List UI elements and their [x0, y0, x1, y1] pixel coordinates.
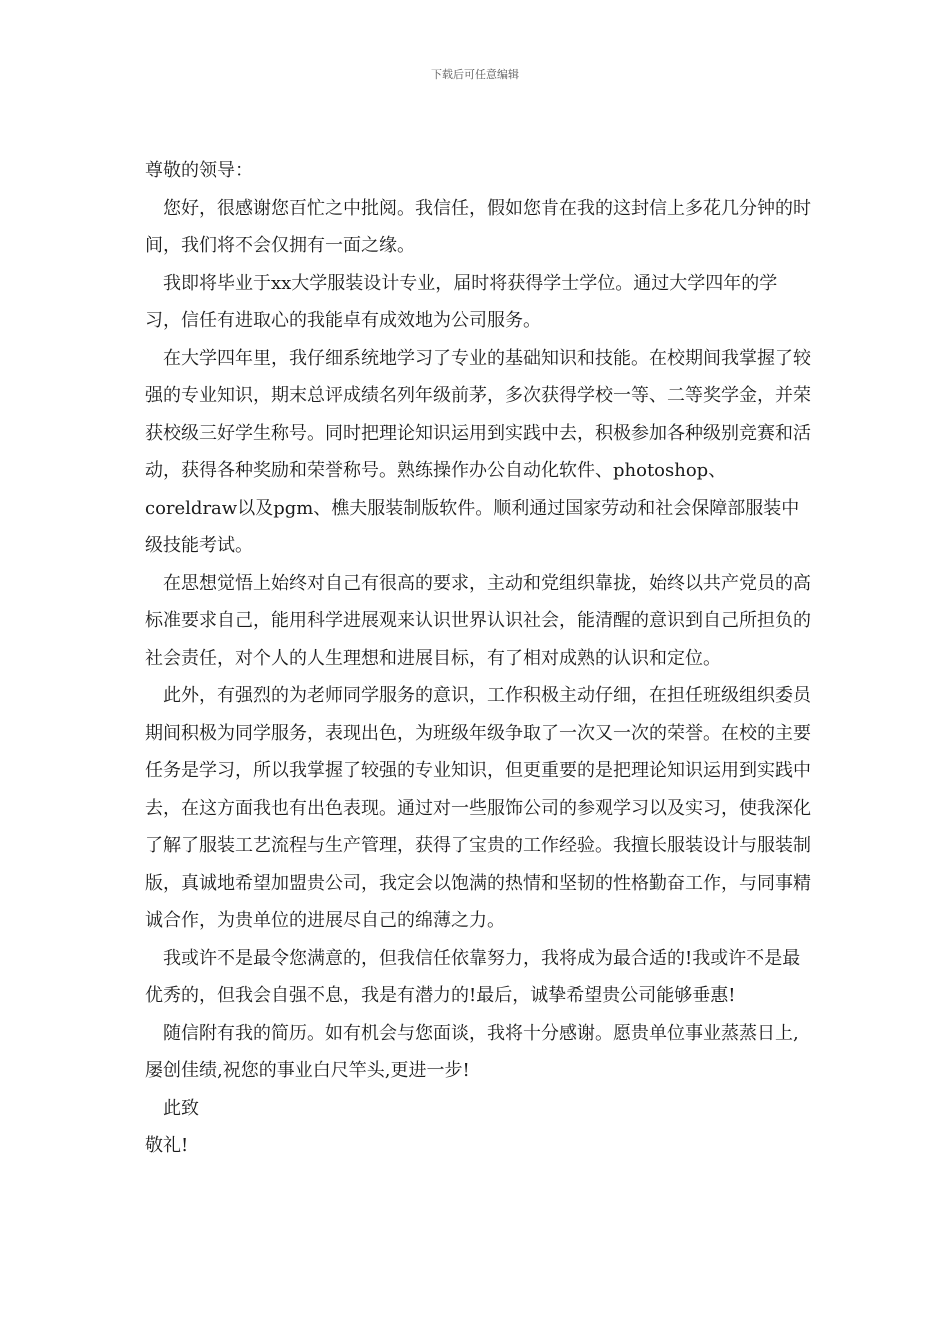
letter-body: [145, 152, 813, 1165]
salutation: 尊敬的领导：: [145, 160, 253, 181]
closing-line-2: 敬礼!: [145, 1135, 189, 1156]
page-header-note: 下载后可任意编辑: [431, 68, 519, 81]
paragraph-service: 此外，有强烈的为老师同学服务的意识，工作积极主动仔细，在担任班级组织委员期间积极为同学服务，表现出色，为班级年级争取了一次又一次的荣誉。在校的主要任务是学习，所以我掌握了较强的专业知识，但更重要的是把理论知识运用到实践中去，在这方面我也有出色表现。通过对一些服饰公司的参观学习以及实习，使我深化了解了服装工艺流程与生产管理，获得了宝贵的工作经验。我擅长服装设计与服装制版，真诚地希望加盟贵公司，我定会以饱满的热情和坚韧的性格勤奋工作，与同事精诚合作，为贵单位的进展尽自己的绵薄之力。: [145, 685, 811, 931]
closing-line-1: 此致: [163, 1097, 199, 1119]
paragraph-greeting: 您好，很感谢您百忙之中批阅。我信任，假如您肯在我的这封信上多花几分钟的时间，我们将不会仅拥有一面之缘。: [145, 197, 811, 256]
paragraph-ideology: 在思想觉悟上始终对自己有很高的要求，主动和党组织靠拢，始终以共产党员的高标准要求自己，能用科学进展观来认识世界认识社会，能清醒的意识到自己所担负的社会责任，对个人的人生理想和进展目标，有了相对成熟的认识和定位。: [145, 572, 811, 669]
paragraph-confidence: 我或许不是最令您满意的，但我信任依靠努力，我将成为最合适的!我或许不是最优秀的，但我会自强不息，我是有潜力的!最后，诚挚希望贵公司能够垂惠!: [145, 947, 801, 1006]
paragraph-study: 在大学四年里，我仔细系统地学习了专业的基础知识和技能。在校期间我掌握了较强的专业知识，期末总评成绩名列年级前茅，多次获得学校一等、二等奖学金，并荣获校级三好学生称号。同时把理论知识运用到实践中去，积极参加各种级别竞赛和活动，获得各种奖励和荣誉称号。熟练操作办公自动化软件、photoshop、coreldraw以及pgm、樵夫服装制版软件。顺利通过国家劳动和社会保障部服装中级技能考试。: [145, 347, 811, 556]
paragraph-education: 我即将毕业于xx大学服装设计专业，届时将获得学士学位。通过大学四年的学习，信任有进取心的我能卓有成效地为公司服务。: [145, 272, 778, 331]
paragraph-resume: 随信附有我的简历。如有机会与您面谈，我将十分感谢。愿贵单位事业蒸蒸日上,屡创佳绩,祝您的事业白尺竿头,更进一步!: [145, 1022, 799, 1081]
